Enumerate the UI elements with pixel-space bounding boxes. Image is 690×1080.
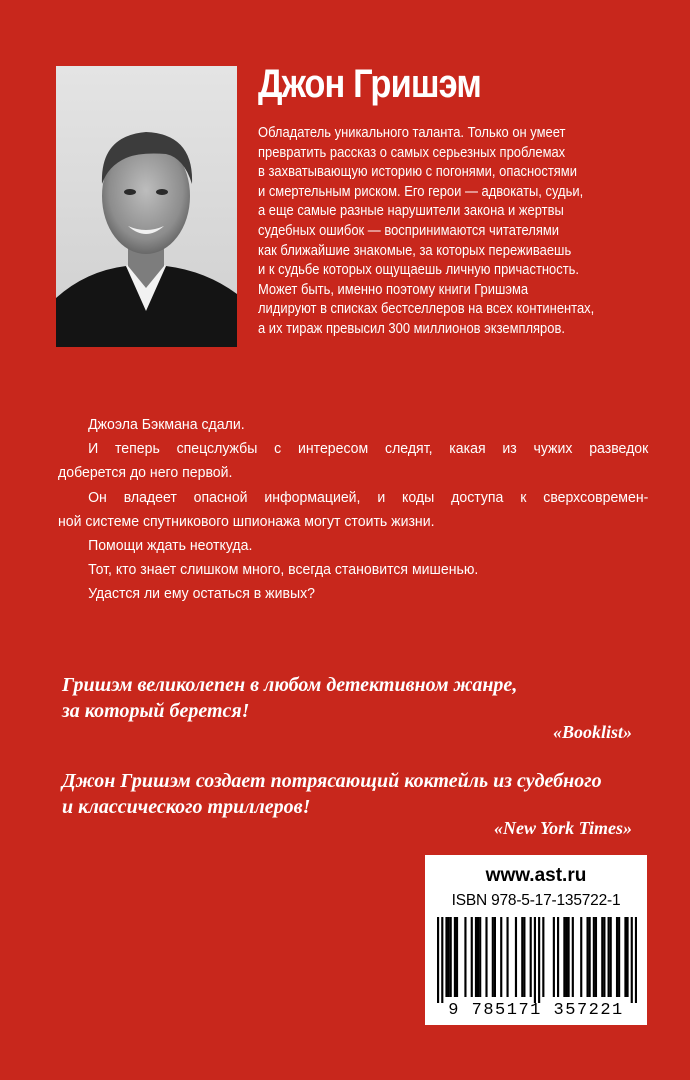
barcode-bar: [477, 917, 479, 997]
review-quote: [62, 768, 632, 820]
author-portrait-icon: [56, 66, 237, 347]
synopsis-line: Джоэла Бэкмана сдали.: [88, 416, 245, 433]
barcode-bar: [565, 917, 567, 997]
barcode-bar: [485, 917, 487, 997]
barcode-bar: [441, 917, 443, 1003]
bio-line: превратить рассказ о самых серьезных проблемах: [258, 144, 566, 161]
barcode-panel: [425, 855, 647, 1025]
publisher-website: www.ast.ru: [485, 865, 587, 886]
barcode-bar: [593, 917, 595, 997]
review-quote: [62, 672, 632, 724]
barcode-bar: [563, 917, 565, 997]
bio-line: Может быть, именно поэтому книги Гришэма: [258, 281, 529, 298]
synopsis-line: ной системе спутникового шпионажа могут стоить жизни.: [58, 512, 435, 530]
quote-source: «Booklist»: [552, 722, 632, 742]
synopsis-line: доберется до него первой.: [58, 464, 233, 482]
bio-line: лидируют в списках бестселлеров на всех континентах,: [258, 301, 595, 318]
bio-line: судебных ошибок — воспринимаются читателями: [258, 222, 559, 239]
barcode-bar: [530, 917, 532, 997]
barcode-bar: [610, 917, 612, 997]
quote-source: «New York Times»: [494, 818, 632, 838]
barcode-bar: [456, 917, 458, 997]
barcode-bar: [523, 917, 525, 997]
bio-line: Обладатель уникального таланта. Только он умеет: [258, 125, 566, 141]
barcode-bar: [492, 917, 494, 997]
barcode-bar: [448, 917, 450, 997]
barcode-bar: [626, 917, 628, 997]
barcode-bar: [515, 917, 517, 997]
quote-line: Гришэм великолепен в любом детективном жанре,: [62, 674, 518, 696]
barcode-bar: [635, 917, 637, 1003]
barcode-bar: [631, 917, 633, 1003]
barcode-bar: [608, 917, 610, 997]
synopsis-line: Удастся ли ему остаться в живых?: [88, 585, 316, 603]
barcode-bar: [542, 917, 544, 997]
synopsis-line: Помощи ждать неоткуда.: [88, 537, 253, 555]
barcode-bar: [616, 917, 618, 997]
bio-line: в захватывающую историю с погонями, опасностями: [258, 164, 577, 181]
barcode-bar: [557, 917, 559, 997]
barcode-bar: [479, 917, 481, 997]
barcode-bar: [445, 917, 447, 997]
barcode-bar: [454, 917, 456, 997]
bio-line: и к судьбе которых ощущаешь личную причастность.: [258, 262, 579, 279]
barcode-bar: [450, 917, 452, 997]
quote-line: за который берется!: [62, 700, 250, 722]
barcode-bar: [475, 917, 477, 997]
barcode-bar: [586, 917, 588, 997]
barcode-bar: [603, 917, 605, 997]
bio-line: а их тираж превысил 300 миллионов экземпляров.: [258, 320, 565, 337]
author-bio: [258, 124, 629, 340]
barcode-bar: [553, 917, 555, 997]
barcode-bar: [624, 917, 626, 997]
barcode-bar: [437, 917, 439, 1003]
bio-line: как ближайшие знакомые, за которых переживаешь: [258, 242, 572, 259]
bio-line: и смертельным риском. Его герои — адвокаты, судьи,: [258, 183, 584, 200]
barcode-digits: 9 785171 357221: [448, 1001, 624, 1020]
barcode-bar: [618, 917, 620, 997]
synopsis-line: Он владеет опасной информацией, и коды доступа к сверхсовремен-: [88, 488, 649, 506]
barcode-icon: [437, 917, 637, 1003]
barcode-bar: [572, 917, 574, 997]
isbn-number: ISBN 978-5-17-135722-1: [451, 892, 621, 909]
barcode-bar: [538, 917, 540, 1003]
barcode-bar: [534, 917, 536, 1003]
barcode-bar: [595, 917, 597, 997]
barcode-bar: [589, 917, 591, 997]
barcode-bar: [464, 917, 466, 997]
book-synopsis: [58, 413, 648, 607]
author-photo: [56, 66, 237, 347]
barcode-bar: [601, 917, 603, 997]
barcode-bar: [471, 917, 473, 997]
barcode-bar: [506, 917, 508, 997]
bio-line: а еще самые разные нарушители закона и жертвы: [258, 203, 564, 220]
barcode-bar: [494, 917, 496, 997]
barcode-bar: [521, 917, 523, 997]
barcode-bar: [568, 917, 570, 997]
barcode-bar: [500, 917, 502, 997]
author-name: Джон Гришэм: [258, 62, 481, 106]
quote-line: и классического триллеров!: [62, 796, 311, 818]
synopsis-line: Тот, кто знает слишком много, всегда становится мишенью.: [88, 561, 479, 579]
synopsis-line: И теперь спецслужбы с интересом следят, какая из чужих разведок: [88, 440, 649, 458]
quote-line: Джон Гришэм создает потрясающий коктейль из судебного: [62, 770, 602, 792]
barcode-bar: [580, 917, 582, 997]
